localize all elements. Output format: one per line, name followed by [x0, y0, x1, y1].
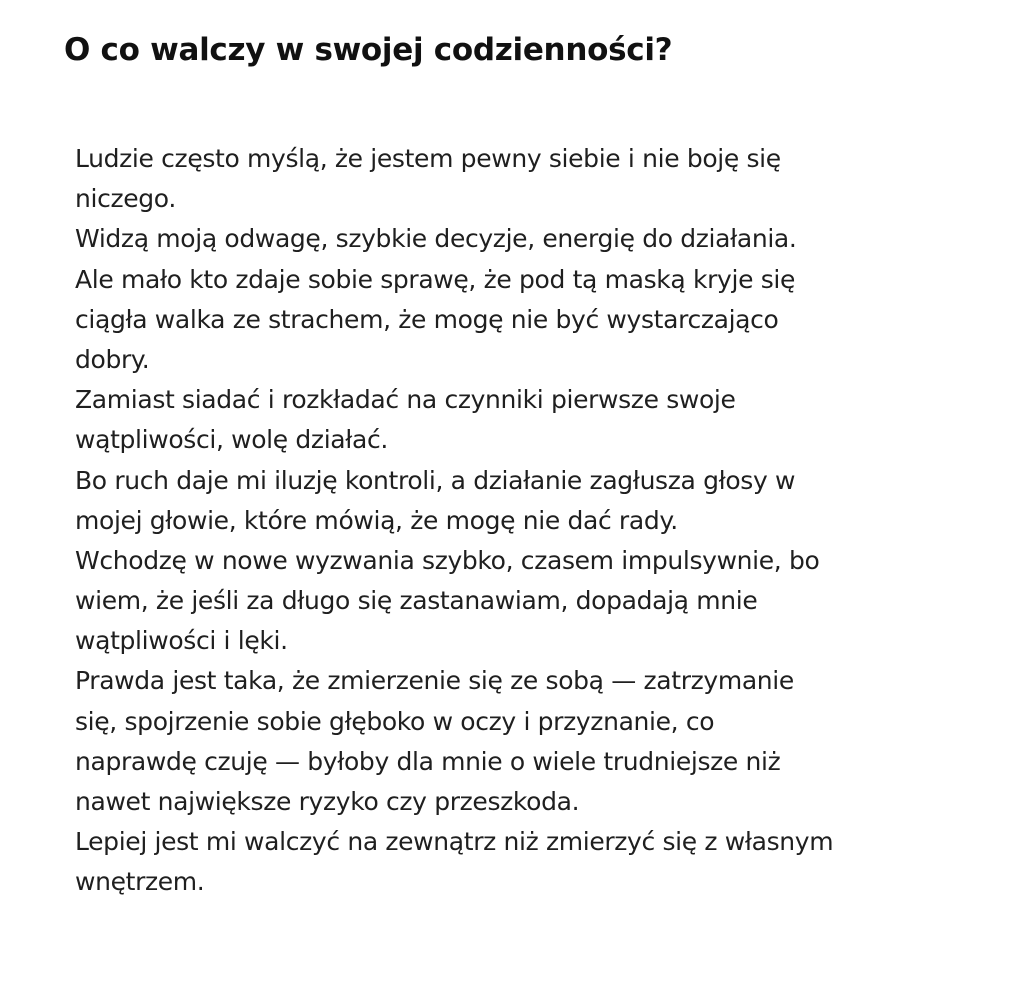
text-line: mojej głowie, które mówią, że mogę nie dać rady. [75, 505, 678, 535]
text-line: dobry. [75, 344, 150, 374]
text-line: wątpliwości, wolę działać. [75, 425, 388, 455]
text-line: Ludzie często myślą, że jestem pewny siebie i nie boję się [75, 144, 781, 173]
text-line: Bo ruch daje mi iluzję kontroli, a działanie zagłusza głosy w [75, 465, 796, 495]
text-line: naprawdę czuję — byłoby dla mnie o wiele trudniejsze niż [75, 746, 781, 776]
text-line: Wchodzę w nowe wyzwania szybko, czasem impulsywnie, bo [75, 545, 820, 575]
text-line: Ale mało kto zdaje sobie sprawę, że pod tą maską kryje się [75, 264, 795, 294]
text-line: ciągła walka ze strachem, że mogę nie być wystarczająco [75, 304, 779, 334]
document-title: O co walczy w swojej codzienności? [64, 32, 673, 68]
text-line: Widzą moją odwagę, szybkie decyzje, energię do działania. [75, 224, 797, 254]
text-line: wnętrzem. [75, 867, 205, 897]
text-line: wątpliwości i lęki. [75, 626, 288, 656]
text-line: wiem, że jeśli za długo się zastanawiam, dopadają mnie [75, 586, 758, 616]
document-body [75, 139, 1005, 903]
text-line: Zamiast siadać i rozkładać na czynniki pierwsze swoje [75, 385, 736, 415]
text-line: niczego. [75, 184, 176, 214]
text-line: się, spojrzenie sobie głęboko w oczy i przyznanie, co [75, 706, 715, 736]
text-line: nawet największe ryzyko czy przeszkoda. [75, 787, 580, 816]
text-line: Prawda jest taka, że zmierzenie się ze sobą — zatrzymanie [75, 666, 794, 696]
text-line: Lepiej jest mi walczyć na zewnątrz niż zmierzyć się z własnym [75, 827, 834, 857]
